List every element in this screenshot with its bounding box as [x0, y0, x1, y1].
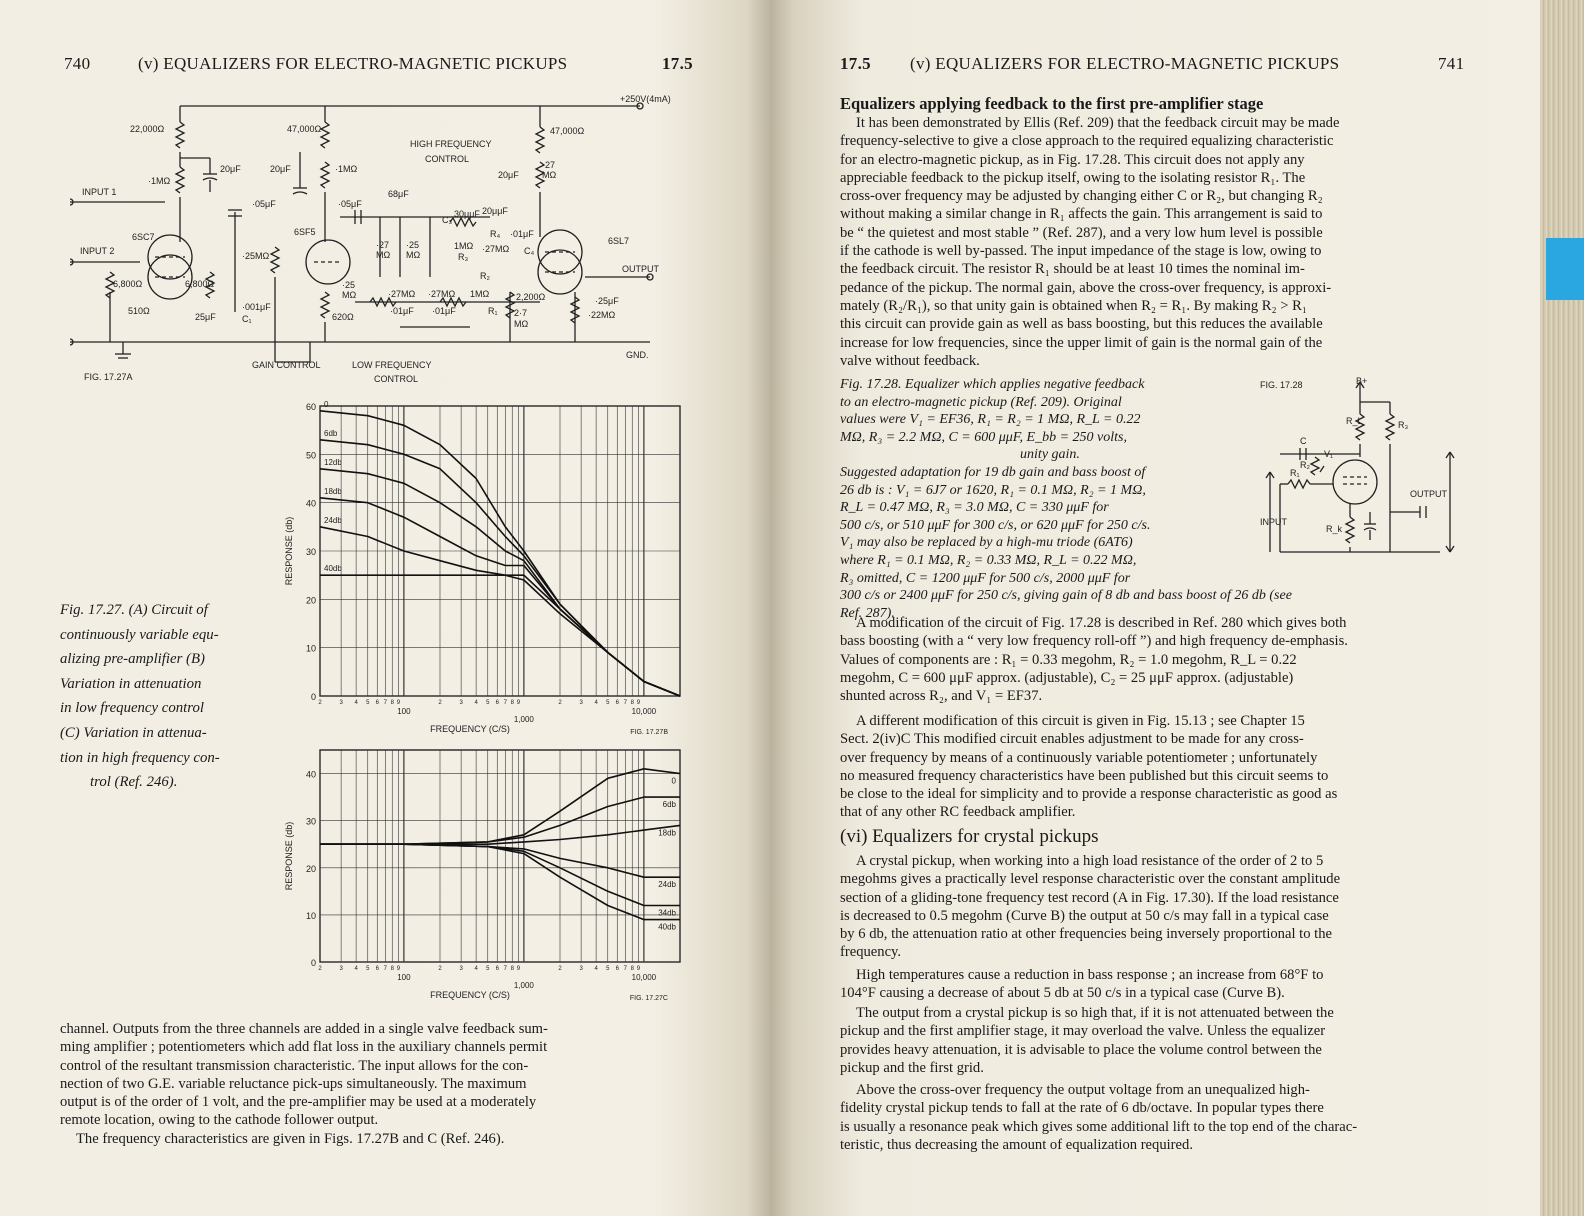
svg-text:GND.: GND. [626, 350, 649, 360]
text-line: pickup and the first grid. [840, 1059, 984, 1076]
svg-text:MΩ: MΩ [406, 250, 421, 260]
text-line: shunted across R₂, and V₁ = EF37. [840, 688, 1043, 705]
curve-label: 6db [662, 800, 676, 810]
svg-text:INPUT 2: INPUT 2 [80, 246, 115, 256]
y-tick-label: 10 [305, 910, 316, 921]
text-line: is usually a resonance peak which gives some additional lift to the top end of the charac- [840, 1118, 1358, 1135]
svg-text:·001μF: ·001μF [242, 302, 271, 312]
svg-text:·01μF: ·01μF [510, 229, 534, 239]
text-line: if the cathode is well by-passed. The input impedance of the stage is low, owing to [840, 243, 1322, 260]
text-line: where R₁ = 0.1 MΩ, R₂ = 0.33 MΩ, R_L = 0.22 MΩ, [840, 552, 1137, 568]
x-minor-tick-label: 4 [594, 966, 598, 972]
svg-text:·27: ·27 [542, 160, 556, 170]
y-tick-label: 60 [305, 402, 316, 412]
svg-text:2,200Ω: 2,200Ω [516, 292, 546, 302]
text-line: without making a similar change in R₁ affects the gain. This arrangement is said to [840, 206, 1323, 223]
text-line: increase for low frequencies, since the upper limit of gain is the normal gain of the [840, 334, 1323, 351]
series-line-40db [320, 575, 680, 696]
text-line: frequency. [840, 944, 902, 961]
text-line: cross-over frequency may be adjusted by changing either C or R₂, but changing R₂ [840, 188, 1323, 205]
x-minor-tick-label: 2 [318, 966, 322, 972]
series-line-34db [320, 844, 680, 905]
fig-17-28-label: FIG. 17.28 [1260, 380, 1303, 390]
x-minor-tick-label: 3 [579, 966, 583, 972]
text-line: V₁ may also be replaced by a high-mu triode (6AT6) [840, 535, 1133, 551]
book-page-edges [1540, 0, 1584, 1216]
x-minor-tick-label: 7 [503, 700, 507, 706]
x-minor-tick-label: 8 [510, 700, 514, 706]
text-line: megohm, C = 600 μμF approx. (adjustable), C₂ = 25 μμF approx. (adjustable) [840, 669, 1294, 686]
circuit-diagram-17-28 [1260, 372, 1470, 572]
text-line: to an electro-magnetic pickup (Ref. 209). Original [840, 394, 1122, 410]
y-axis-title: RESPONSE (db) [284, 516, 294, 586]
text-line: be close to the ideal for simplicity and to provide a response characteristic as good as [840, 786, 1338, 803]
x-minor-tick-label: 9 [636, 966, 641, 972]
paragraph-1 [840, 114, 1464, 370]
text-line: mately (R₂/R₁), so that unity gain is obtained when R₂ = R₁. By making R₂ > R₁ [840, 297, 1307, 314]
text-line: that of any other RC feedback amplifier. [840, 804, 1076, 821]
curve-label: 24db [324, 515, 342, 525]
x-minor-tick-label: 2 [558, 966, 562, 972]
text-line: A modification of the circuit of Fig. 17.28 is described in Ref. 280 which gives both [856, 615, 1347, 631]
x-minor-tick-label: 4 [594, 700, 598, 706]
x-minor-tick-label: 6 [375, 966, 379, 972]
svg-text:MΩ: MΩ [514, 319, 529, 329]
x-major-tick-label: 100 [397, 707, 411, 716]
x-axis-title: FREQUENCY (C/S) [430, 990, 510, 1000]
svg-text:MΩ: MΩ [376, 250, 391, 260]
x-minor-tick-label: 5 [606, 700, 610, 706]
caption-line: in low frequency control [60, 700, 204, 717]
text-line: provides heavy attenuation, it is advisable to place the volume control between the [840, 1041, 1322, 1058]
svg-text:INPUT 1: INPUT 1 [82, 187, 117, 197]
series-line-18db [320, 825, 680, 844]
x-minor-tick-label: 4 [354, 966, 358, 972]
text-line: The output from a crystal pickup is so high that, if it is not attenuated between the [856, 1005, 1334, 1021]
caption-line: tion in high frequency con- [60, 749, 220, 766]
svg-text:6,800Ω: 6,800Ω [113, 279, 143, 289]
text-line: pickup and the first amplifier stage, it may overload the valve. Unless the equalizer [840, 1023, 1326, 1040]
text-line: 104°F causing a decrease of about 5 db at 50 c/s in a typical case (Curve B). [840, 985, 1285, 1002]
x-major-tick-label: 1,000 [513, 715, 534, 724]
x-minor-tick-label: 7 [503, 966, 507, 972]
text-line: teristic, thus decreasing the amount of equalization required. [840, 1136, 1193, 1153]
curve-label: 0 [671, 776, 676, 786]
x-minor-tick-label: 8 [510, 966, 514, 972]
y-tick-label: 0 [310, 958, 316, 968]
svg-text:·05μF: ·05μF [338, 199, 362, 209]
figure-caption-17-27 [60, 598, 270, 795]
text-line: Values of components are : R₁ = 0.33 megohm, R₂ = 1.0 megohm, R_L = 0.22 [840, 651, 1297, 668]
text-line: is decreased to 0.5 megohm (Curve B) the output at 50 c/s may fall in a typical case [840, 907, 1329, 924]
left-section-number: 17.5 [662, 54, 693, 73]
svg-text:MΩ: MΩ [342, 290, 357, 300]
paragraph-6 [840, 1004, 1464, 1077]
svg-text:MΩ: MΩ [542, 170, 557, 180]
series-line-40db [320, 844, 680, 919]
text-line: R₃ omitted, C = 1200 μμF for 500 c/s, 2000 μμF for [840, 570, 1131, 586]
figure-caption-17-28 [840, 376, 1260, 587]
x-major-tick-label: 10,000 [631, 707, 657, 716]
x-minor-tick-label: 5 [486, 700, 490, 706]
svg-text:C₃: C₃ [442, 215, 453, 225]
rl-label: R_L [1346, 416, 1363, 426]
paragraph-7 [840, 1081, 1464, 1154]
x-minor-tick-label: 4 [474, 966, 478, 972]
x-major-tick-label: 10,000 [631, 973, 657, 982]
text-line: A crystal pickup, when working into a high load resistance of the order of 2 to 5 [856, 853, 1324, 869]
text-line: The frequency characteristics are given in Figs. 17.27B and C (Ref. 246). [76, 1130, 505, 1147]
svg-text:CONTROL: CONTROL [374, 374, 419, 384]
curve-label: 18db [324, 486, 342, 496]
x-minor-tick-label: 6 [615, 966, 619, 972]
paragraph-5 [840, 966, 1464, 1003]
text-line: 300 c/s or 2400 μμF for 250 c/s, giving gain of 8 db and bass boost of 26 db (see [840, 588, 1292, 603]
text-line: unity gain. [1020, 447, 1080, 463]
text-line: Sect. 2(iv)C This modified circuit enables adjustment to be made for any cross- [840, 731, 1304, 748]
svg-text:LOW FREQUENCY: LOW FREQUENCY [352, 360, 432, 370]
text-line: High temperatures cause a reduction in bass response ; an increase from 68°F to [856, 967, 1324, 983]
y-tick-label: 40 [305, 769, 316, 780]
curve-label: 40db [324, 564, 342, 574]
curve-label: 24db [658, 880, 676, 890]
x-minor-tick-label: 4 [354, 700, 358, 706]
text-line: nection of two G.E. variable reluctance pick-ups simultaneously. The maximum [60, 1075, 527, 1092]
x-minor-tick-label: 2 [318, 700, 322, 706]
x-axis-title: FREQUENCY (C/S) [430, 724, 510, 734]
svg-text:6SL7: 6SL7 [608, 236, 630, 246]
svg-text:·25: ·25 [342, 280, 356, 290]
svg-text:·27: ·27 [376, 240, 390, 250]
svg-text:47,000Ω: 47,000Ω [287, 124, 322, 134]
svg-text:6,800Ω: 6,800Ω [185, 279, 215, 289]
x-minor-tick-label: 3 [579, 700, 583, 706]
text-line: fidelity crystal pickup tends to fall at the rate of 6 db/octave. In popular types there [840, 1100, 1324, 1117]
text-line: It has been demonstrated by Ellis (Ref. 209) that the feedback circuit may be made [856, 115, 1340, 131]
svg-text:·27MΩ: ·27MΩ [388, 289, 416, 299]
text-line: values were V₁ = EF36, R₁ = R₂ = 1 MΩ, R_L = 0.22 [840, 412, 1141, 428]
y-tick-label: 20 [305, 863, 316, 874]
svg-text:20μF: 20μF [220, 164, 241, 174]
fig-17-27a-label: FIG. 17.27A [84, 372, 133, 382]
x-minor-tick-label: 7 [623, 700, 627, 706]
svg-text:R₄: R₄ [490, 229, 501, 239]
section-heading-feedback: Equalizers applying feedback to the first pre-amplifier stage [840, 94, 1264, 113]
figure-label: FIG. 17.27B [630, 729, 668, 736]
text-line: no measured frequency characteristics have been published but this circuit seems to [840, 767, 1329, 784]
plot-frame [320, 750, 680, 962]
svg-text:2·7: 2·7 [514, 308, 528, 318]
svg-text:1MΩ: 1MΩ [470, 289, 490, 299]
text-line: Ref. 287). [840, 605, 895, 621]
x-minor-tick-label: 3 [459, 966, 463, 972]
blue-bookmark-tab [1546, 238, 1584, 300]
text-line: bass boosting (with a “ very low frequency roll-off ”) and high frequency de-emphasis. [840, 633, 1348, 650]
y-tick-label: 40 [305, 498, 316, 509]
svg-text:·27MΩ: ·27MΩ [482, 244, 510, 254]
c-label: C [1300, 436, 1307, 446]
y-tick-label: 0 [310, 692, 316, 702]
svg-text:C₄: C₄ [524, 246, 535, 256]
x-minor-tick-label: 6 [375, 700, 379, 706]
y-tick-label: 10 [305, 643, 316, 654]
text-line: pedance of the pickup. The normal gain, above the cross-over frequency, is approxi- [840, 279, 1332, 296]
svg-text:25μF: 25μF [195, 312, 216, 322]
x-minor-tick-label: 2 [558, 700, 562, 706]
svg-text:·25μF: ·25μF [595, 296, 619, 306]
svg-text:OUTPUT: OUTPUT [622, 264, 659, 274]
caption-line: (C) Variation in attenua- [60, 724, 207, 741]
curve-label: 34db [658, 908, 676, 918]
r3-label: R₃ [1398, 420, 1409, 430]
x-minor-tick-label: 5 [366, 700, 370, 706]
svg-text:68μF: 68μF [388, 189, 409, 199]
y-tick-label: 30 [305, 547, 316, 557]
svg-text:22,000Ω: 22,000Ω [130, 124, 165, 134]
curve-label: 40db [658, 922, 676, 932]
text-line: valve without feedback. [840, 352, 980, 369]
x-minor-tick-label: 9 [396, 966, 401, 972]
x-major-tick-label: 1,000 [513, 981, 534, 990]
y-tick-label: 20 [305, 595, 316, 606]
text-line: A different modification of this circuit is given in Fig. 15.13 ; see Chapter 15 [856, 713, 1305, 729]
figure-label: FIG. 17.27C [629, 995, 668, 1002]
y-tick-label: 30 [305, 816, 316, 827]
x-major-tick-label: 100 [397, 973, 411, 982]
svg-text:HIGH FREQUENCY: HIGH FREQUENCY [410, 139, 492, 149]
left-page [0, 0, 770, 1216]
right-page [770, 0, 1540, 1216]
svg-text:·27MΩ: ·27MΩ [428, 289, 456, 299]
svg-text:1MΩ: 1MΩ [454, 241, 474, 251]
svg-text:30μμF: 30μμF [454, 209, 480, 219]
section-heading-crystal: (vi) Equalizers for crystal pickups [840, 826, 1099, 847]
svg-text:20μF: 20μF [498, 170, 519, 180]
x-minor-tick-label: 5 [366, 966, 370, 972]
text-line: be “ the quietest and most stable ” (Ref. 287), and a very low hum level is possible [840, 224, 1323, 241]
svg-text:R₂: R₂ [480, 271, 490, 281]
svg-text:20μμF: 20μμF [482, 206, 508, 216]
text-line: this circuit can provide gain as well as bass boosting, but this reduces the available [840, 316, 1323, 333]
x-minor-tick-label: 6 [495, 966, 499, 972]
paragraph-3 [840, 712, 1464, 822]
supply-label: +250V(4mA) [620, 94, 671, 104]
curve-label: 6db [324, 428, 338, 438]
x-minor-tick-label: 4 [474, 700, 478, 706]
caption-line: trol (Ref. 246). [90, 774, 178, 791]
r2-label: R₂ [1300, 460, 1310, 470]
curve-label: 12db [324, 457, 342, 467]
svg-text:·05μF: ·05μF [252, 199, 276, 209]
x-minor-tick-label: 3 [459, 700, 463, 706]
svg-text:·01μF: ·01μF [432, 306, 456, 316]
curve-label: 0 [324, 399, 329, 409]
paragraph-4 [840, 852, 1464, 962]
series-line-0 [320, 411, 680, 696]
svg-text:·1MΩ: ·1MΩ [335, 164, 358, 174]
caption-line: alizing pre-amplifier (B) [60, 651, 205, 668]
series-line-6db [320, 440, 680, 696]
text-line: MΩ, R₃ = 2.2 MΩ, C = 600 μμF, E_bb = 250 volts, [840, 429, 1127, 445]
text-line: megohms gives a practically level response characteristic over the constant amplitude [840, 871, 1341, 888]
paragraph-2 [840, 614, 1464, 705]
curve-label: 18db [658, 828, 676, 838]
text-line: by 6 db, the attenuation ratio at other frequencies being inversely proportional to the [840, 926, 1332, 943]
svg-text:·01μF: ·01μF [390, 306, 414, 316]
text-line: appreciable feedback to the pickup itself, owing to the isolating resistor R₁. The [840, 169, 1306, 186]
x-minor-tick-label: 9 [516, 966, 521, 972]
svg-text:CONTROL: CONTROL [425, 154, 470, 164]
text-line: frequency-selective to give a close approach to the required equalizing characteristic [840, 133, 1334, 150]
svg-text:R₃: R₃ [458, 252, 469, 262]
y-tick-label: 50 [305, 450, 316, 461]
right-page-number: 741 [1438, 54, 1465, 73]
svg-text:6SC7: 6SC7 [132, 232, 155, 242]
input-label: INPUT [1260, 517, 1287, 527]
x-minor-tick-label: 8 [390, 700, 394, 706]
text-line: Fig. 17.28. Equalizer which applies negative feedback [840, 377, 1145, 392]
text-line: remote location, owing to the cathode follower output. [60, 1112, 379, 1129]
text-line: control of the resultant transmission characteristic. The input allows for the con- [60, 1057, 529, 1074]
caption-line: Fig. 17.27. (A) Circuit of [60, 602, 208, 618]
text-line: the feedback circuit. The resistor R₁ should be at least 10 times the nominal im- [840, 261, 1305, 278]
text-line: ming amplifier ; potentiometers which add flat loss in the auxiliary channels permit [60, 1039, 548, 1056]
chart-17-27c [280, 746, 690, 1012]
text-line: over frequency by means of a continuously variable potentiometer ; unfortunately [840, 749, 1318, 766]
x-minor-tick-label: 2 [438, 966, 442, 972]
svg-text:R₁: R₁ [488, 306, 498, 316]
right-running-head: (v) EQUALIZERS FOR ELECTRO-MAGNETIC PICKUPS [910, 54, 1340, 73]
text-line: for an electro-magnetic pickup, as in Fig. 17.28. This circuit does not apply any [840, 151, 1305, 168]
output-label: OUTPUT [1410, 489, 1447, 499]
x-minor-tick-label: 7 [383, 700, 387, 706]
x-minor-tick-label: 9 [516, 700, 521, 706]
x-minor-tick-label: 3 [339, 966, 343, 972]
left-body-text [60, 1020, 682, 1148]
svg-text:510Ω: 510Ω [128, 306, 150, 316]
r1-label: R₁ [1290, 468, 1300, 478]
text-line: 500 c/s, or 510 μμF for 300 c/s, or 620 μμF for 250 c/s. [840, 517, 1151, 533]
x-minor-tick-label: 5 [606, 966, 610, 972]
circuit-diagram-17-27a [70, 92, 690, 392]
x-minor-tick-label: 2 [438, 700, 442, 706]
x-minor-tick-label: 6 [615, 700, 619, 706]
rk-label: R_k [1326, 524, 1343, 534]
right-section-number: 17.5 [840, 54, 871, 73]
y-axis-title: RESPONSE (db) [284, 821, 294, 891]
x-minor-tick-label: 7 [623, 966, 627, 972]
x-minor-tick-label: 8 [630, 700, 634, 706]
svg-text:·25: ·25 [406, 240, 420, 250]
text-line: R_L = 0.47 MΩ, R₃ = 3.0 MΩ, C = 330 μμF for [840, 500, 1109, 516]
caption-line: Variation in attenuation [60, 675, 202, 692]
svg-text:·25MΩ: ·25MΩ [242, 251, 270, 261]
text-line: section of a gliding-tone frequency test record (A in Fig. 17.30). If the load resistance [840, 889, 1339, 906]
x-minor-tick-label: 5 [486, 966, 490, 972]
svg-text:·22MΩ: ·22MΩ [588, 310, 616, 320]
v1-label: V₁ [1324, 449, 1334, 459]
svg-text:GAIN CONTROL: GAIN CONTROL [252, 360, 321, 370]
svg-text:6SF5: 6SF5 [294, 227, 316, 237]
x-minor-tick-label: 8 [390, 966, 394, 972]
svg-text:20μF: 20μF [270, 164, 291, 174]
svg-text:47,000Ω: 47,000Ω [550, 126, 585, 136]
svg-text:620Ω: 620Ω [332, 312, 354, 322]
series-line-24db [320, 527, 680, 696]
text-line: channel. Outputs from the three channels are added in a single valve feedback sum- [60, 1021, 548, 1037]
x-minor-tick-label: 7 [383, 966, 387, 972]
text-line: Above the cross-over frequency the output voltage from an unequalized high- [856, 1082, 1310, 1098]
text-line: output is of the order of 1 volt, and the pre-amplifier may be used at a moderately [60, 1094, 537, 1111]
svg-text:C₁: C₁ [242, 314, 252, 324]
left-page-number: 740 [64, 54, 91, 73]
text-line: Suggested adaptation for 19 db gain and bass boost of [840, 464, 1146, 480]
x-minor-tick-label: 8 [630, 966, 634, 972]
chart-17-27b [280, 398, 690, 744]
x-minor-tick-label: 9 [636, 700, 641, 706]
text-line: 26 db is : V₁ = 6J7 or 1620, R₁ = 0.1 MΩ, R₂ = 1 MΩ, [840, 482, 1146, 498]
svg-text:·1MΩ: ·1MΩ [148, 176, 171, 186]
b-plus-label: B+ [1356, 376, 1368, 386]
x-minor-tick-label: 6 [495, 700, 499, 706]
caption-line: continuously variable equ- [60, 626, 219, 643]
x-minor-tick-label: 9 [396, 700, 401, 706]
left-running-head: (v) EQUALIZERS FOR ELECTRO-MAGNETIC PICKUPS [138, 54, 568, 73]
x-minor-tick-label: 3 [339, 700, 343, 706]
